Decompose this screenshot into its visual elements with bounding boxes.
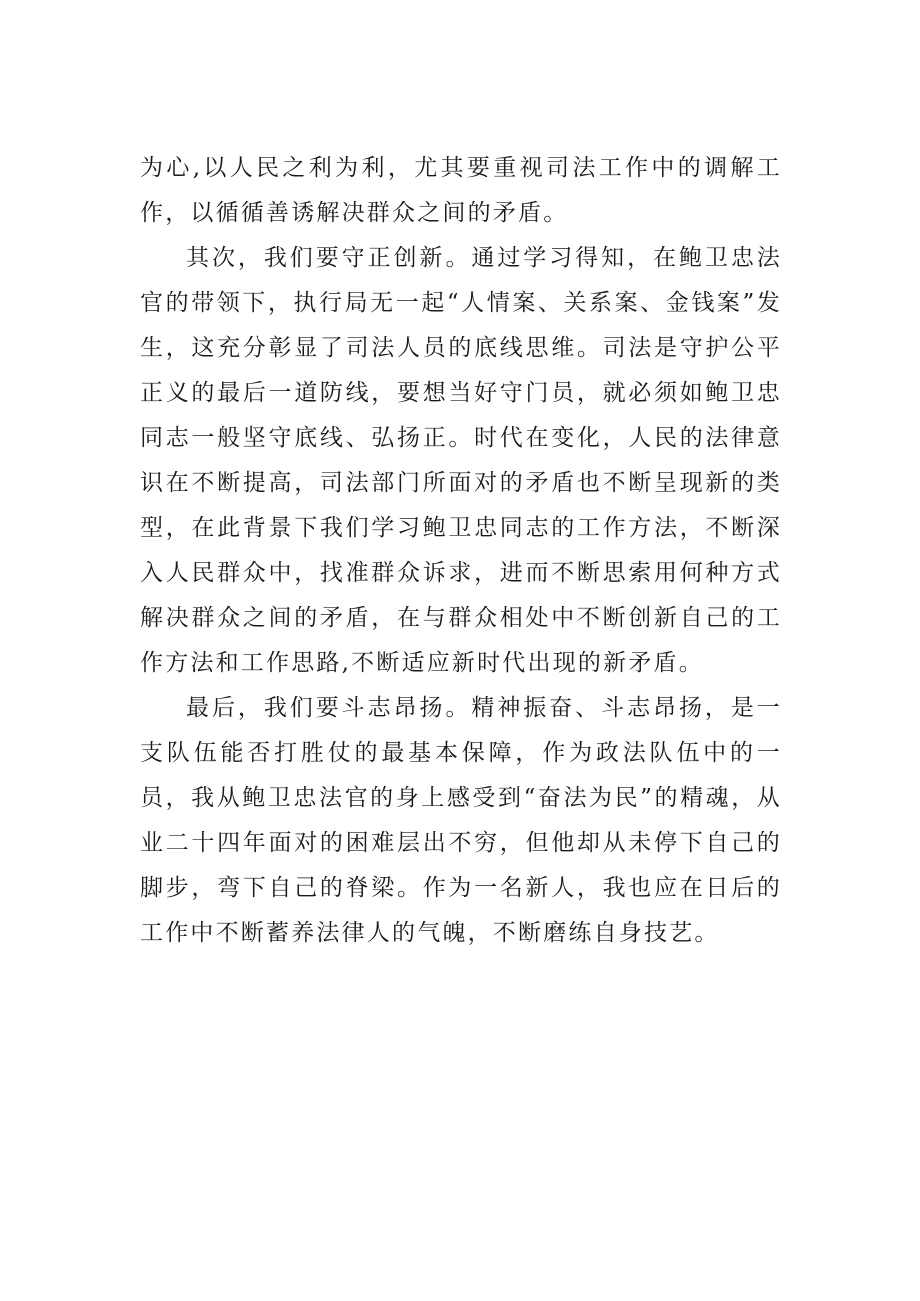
- paragraph-continuation: 为心,以人民之利为利，尤其要重视司法工作中的调解工作，以循循善诱解决群众之间的矛盾。: [140, 155, 782, 226]
- document-body: [140, 146, 782, 956]
- paragraph-third: 最后，我们要斗志昂扬。精神振奋、斗志昂扬，是一支队伍能否打胜仗的最基本保障，作为政法队伍中的一员，我从鲍卫忠法官的身上感受到“奋法为民”的精魂，从业二十四年面对的困难层出不穷，但他却从未停下自己的脚步，弯下自己的脊梁。作为一名新人，我也应在日后的工作中不断蓄养法律人的气魄，不断磨练自身技艺。: [140, 695, 782, 946]
- paragraph-second: 其次，我们要守正创新。通过学习得知，在鲍卫忠法官的带领下，执行局无一起“人情案、关系案、金钱案”发生，这充分彰显了司法人员的底线思维。司法是守护公平正义的最后一道防线，要想当好守门员，就必须如鲍卫忠同志一般坚守底线、弘扬正。时代在变化，人民的法律意识在不断提高，司法部门所面对的矛盾也不断呈现新的类型，在此背景下我们学习鲍卫忠同志的工作方法，不断深入人民群众中，找准群众诉求，进而不断思索用何种方式解决群众之间的矛盾，在与群众相处中不断创新自己的工作方法和工作思路,不断适应新时代出现的新矛盾。: [140, 245, 782, 676]
